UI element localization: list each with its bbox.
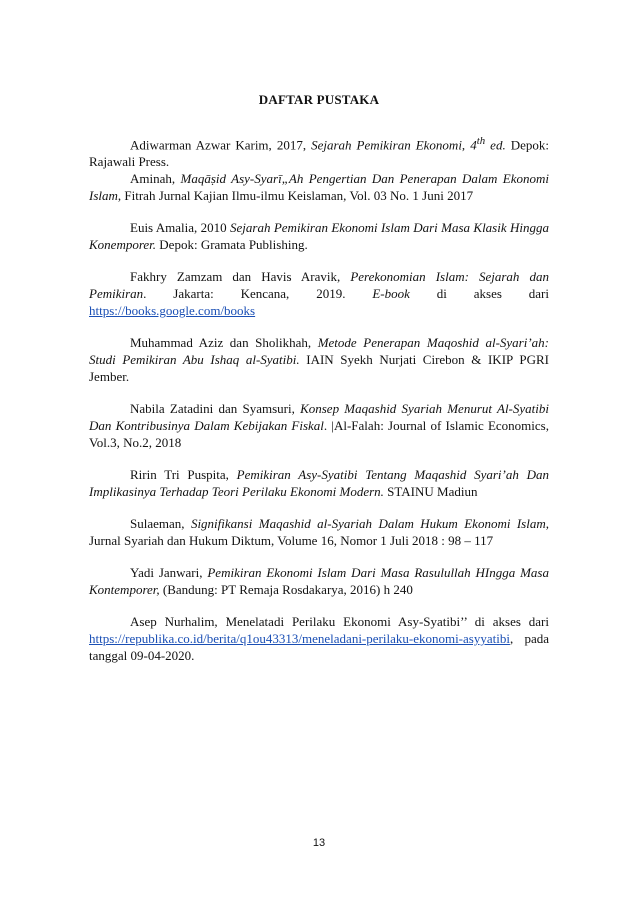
reference-author: Yadi Janwari, — [130, 565, 208, 581]
reference-author: Aminah, — [130, 171, 181, 187]
reference-author: Fakhry Zamzam dan Havis Aravik, — [130, 269, 351, 285]
reference-publisher: . Jakarta: Kencana, 2019. — [143, 286, 373, 302]
reference-item — [89, 515, 549, 549]
reference-title: Sejarah Pemikiran Ekonomi Islam Dari Masa Klasik Hingga Konemporer. — [89, 220, 549, 253]
reference-publisher: Depok: Rajawali Press. — [89, 137, 549, 170]
reference-item — [89, 613, 549, 664]
reference-item — [89, 133, 549, 170]
reference-item — [89, 170, 549, 204]
reference-link[interactable]: https://republika.co.id/berita/q1ou43313/meneladani-perilaku-ekonomi-asyyatibi — [89, 631, 510, 647]
reference-author: Asep Nurhalim, Menelatadi Perilaku Ekonomi Asy-Syatibi’’ di akses dari — [130, 614, 549, 630]
reference-title: Pemikiran Asy-Syatibi Tentang Maqashid Syari’ah Dan Implikasinya Terhadap Teori Perilaku Ekonomi Modern. — [89, 467, 549, 500]
reference-publisher: , pada tanggal 09-04-2020. — [89, 631, 549, 664]
reference-item — [89, 466, 549, 500]
reference-author: Nabila Zatadini dan Syamsuri, — [130, 401, 301, 417]
reference-access-text: di akses dari — [409, 286, 550, 302]
reference-author: Ririn Tri Puspita, — [130, 467, 237, 483]
reference-item — [89, 564, 549, 598]
reference-item — [89, 334, 549, 385]
reference-item — [89, 219, 549, 253]
reference-title: Pemikiran Ekonomi Islam Dari Masa Rasulullah HIngga Masa Kontemporer, — [89, 565, 549, 598]
reference-title: Signifikansi Maqashid al-Syariah Dalam Hukum Ekonomi Islam, — [190, 516, 549, 532]
reference-publisher: Depok: Gramata Publishing. — [156, 237, 308, 253]
reference-title: Konsep Maqashid Syariah Menurut Al-Syatibi Dan Kontribusinya Dalam Kebijakan Fiskal — [89, 401, 549, 434]
reference-author: Adiwarman Azwar Karim, 2017, — [130, 137, 312, 153]
reference-title: Perekonomian Islam: Sejarah dan Pemikiran — [89, 269, 549, 302]
reference-title-end: ed. — [485, 137, 506, 153]
reference-title: Sejarah Pemikiran Ekonomi, 4 — [311, 137, 477, 153]
reference-list — [89, 133, 549, 679]
reference-ebook-label: E-book — [372, 286, 410, 302]
reference-link[interactable]: https://books.google.com/books — [89, 303, 256, 319]
page-title: DAFTAR PUSTAKA — [258, 92, 380, 107]
reference-title-superscript: th — [476, 135, 486, 147]
reference-publisher: (Bandung: PT Remaja Rosdakarya, 2016) h 240 — [159, 582, 413, 598]
reference-item — [89, 400, 549, 451]
page-number: 13 — [312, 837, 326, 849]
reference-title: Maqāṣid Asy-Syarī„Ah Pengertian Dan Penerapan Dalam Ekonomi Islam — [89, 171, 549, 204]
reference-author: Euis Amalia, 2010 — [130, 220, 231, 236]
reference-title: Metode Penerapan Maqoshid al-Syari’ah: Studi Pemikiran Abu Ishaq al-Syatibi. — [89, 335, 549, 368]
reference-publisher: IAIN Syekh Nurjati Cirebon & IKIP PGRI Jember. — [89, 352, 549, 385]
reference-publisher: STAINU Madiun — [383, 484, 478, 500]
reference-publisher: Jurnal Syariah dan Hukum Diktum, Volume 16, Nomor 1 Juli 2018 : 98 – 117 — [89, 533, 494, 549]
reference-author: Sulaeman, — [130, 516, 191, 532]
reference-item — [89, 268, 549, 319]
reference-publisher: , Fitrah Jurnal Kajian Ilmu-ilmu Keislaman, Vol. 03 No. 1 Juni 2017 — [117, 188, 474, 204]
reference-publisher: . |Al-Falah: Journal of Islamic Economics, Vol.3, No.2, 2018 — [89, 418, 549, 451]
reference-author: Muhammad Aziz dan Sholikhah, — [130, 335, 318, 351]
